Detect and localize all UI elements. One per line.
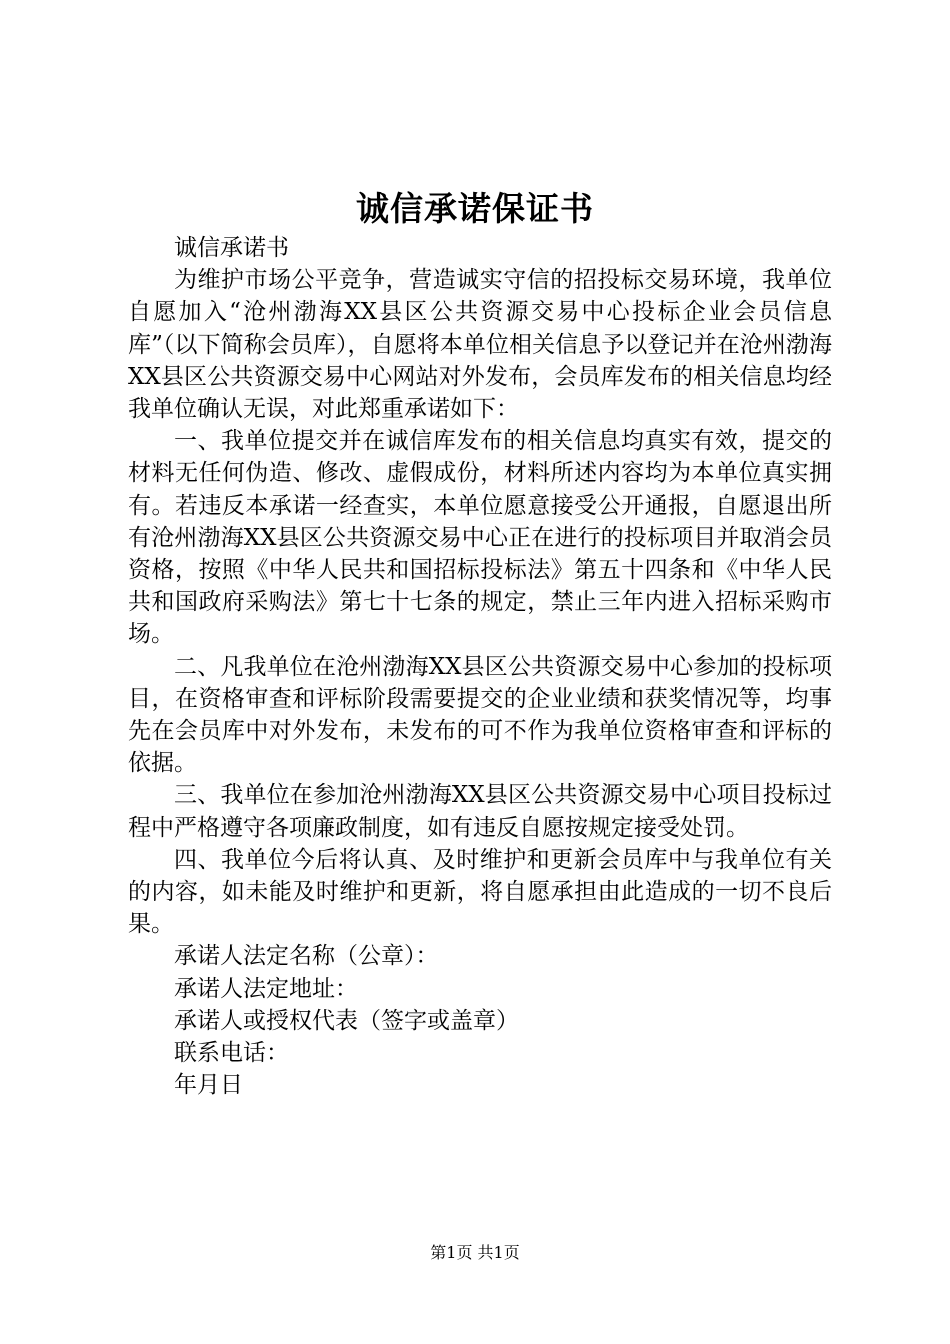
paragraph-item-4: 四、我单位今后将认真、及时维护和更新会员库中与我单位有关的内容，如未能及时维护和更新，将自愿承担由此造成的一切不良后果。 [128, 846, 832, 938]
document-title: 诚信承诺保证书 [356, 189, 594, 228]
signature-legal-address: 承诺人法定地址： [174, 975, 358, 1002]
signature-representative: 承诺人或授权代表（签字或盖章） [174, 1007, 519, 1034]
signature-legal-name: 承诺人法定名称（公章）： [174, 943, 439, 970]
paragraph-item-2: 二、凡我单位在沧州渤海XX县区公共资源交易中心参加的投标项目，在资格审查和评标阶段需要提交的企业业绩和获奖情况等，均事先在会员库中对外发布，未发布的可不作为我单位资格审查和评标的依据。 [128, 653, 832, 777]
paragraph-item-1: 一、我单位提交并在诚信库发布的相关信息均真实有效，提交的材料无任何伪造、修改、虚假成份，材料所述内容均为本单位真实拥有。若违反本承诺一经查实，本单位愿意接受公开通报，自愿退出所有沧州渤海XX县区公共资源交易中心正在进行的投标项目并取消会员资格，按照《中华人民共和国招标投标法》第五十四条和《中华人民共和国政府采购法》第七十七条的规定，禁止三年内进入招标采购市场。 [128, 428, 832, 648]
paragraph-item-3: 三、我单位在参加沧州渤海XX县区公共资源交易中心项目投标过程中严格遵守各项廉政制度，如有违反自愿按规定接受处罚。 [128, 782, 832, 841]
subtitle: 诚信承诺书 [174, 235, 289, 261]
page-footer: 第1页 共1页 [430, 1243, 520, 1262]
document-body [128, 232, 832, 1101]
signature-phone: 联系电话： [174, 1040, 289, 1067]
signature-date: 年月日 [174, 1072, 243, 1099]
paragraph-intro: 为维护市场公平竞争，营造诚实守信的招投标交易环境，我单位自愿加入“沧州渤海XX县区公共资源交易中心投标企业会员信息库”（以下简称会员库），自愿将本单位相关信息予以登记并在沧州渤海XX县区公共资源交易中心网站对外发布，会员库发布的相关信息均经我单位确认无误，对此郑重承诺如下： [128, 267, 832, 423]
